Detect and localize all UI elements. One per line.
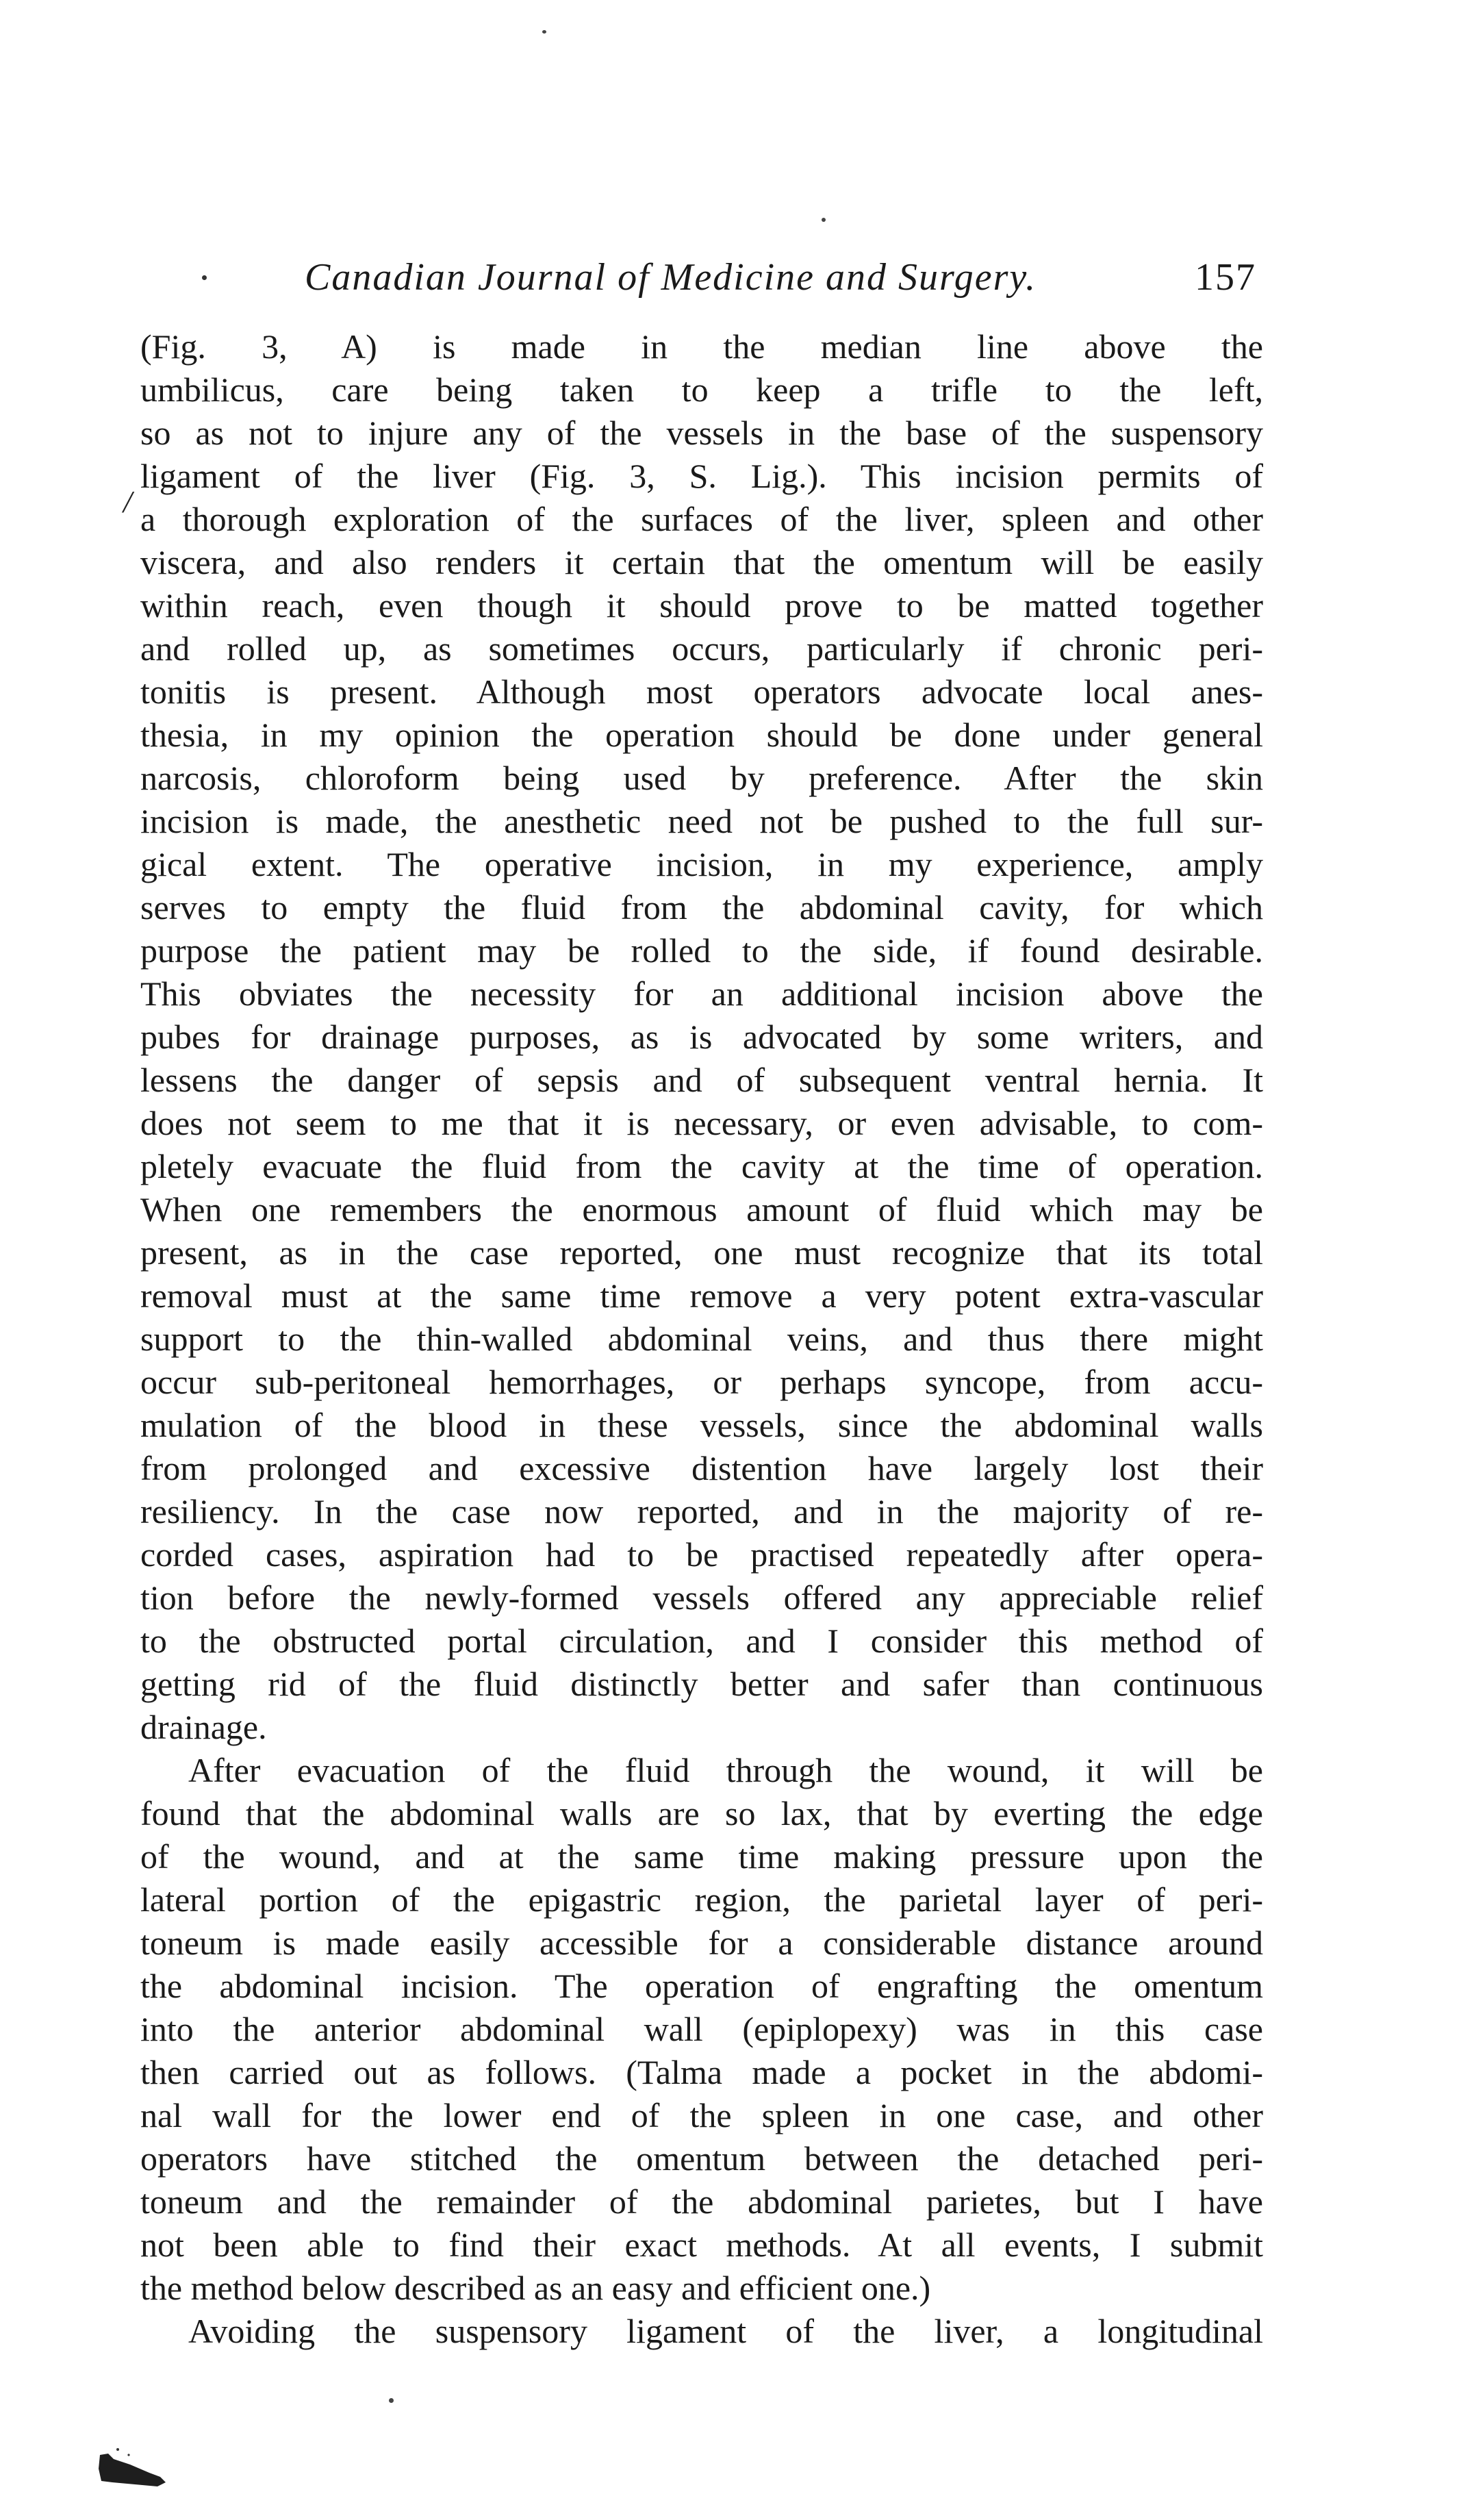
text-line: the abdominal incision. The operation of engrafting the omentum <box>140 1967 1263 2005</box>
text-line: resiliency. In the case now reported, and in the majority of re- <box>140 1492 1263 1530</box>
text-line: to the obstructed portal circulation, and I consider this method of <box>140 1622 1263 1660</box>
scan-speck <box>822 218 826 222</box>
text-line: umbilicus, care being taken to keep a trifle to the left, <box>140 370 1263 409</box>
text-line: found that the abdominal walls are so lax, that by everting the edge <box>140 1794 1263 1832</box>
text-line: ligament of the liver (Fig. 3, S. Lig.). This incision permits of <box>140 457 1263 495</box>
text-line: does not seem to me that it is necessary, or even advisable, to com- <box>140 1104 1263 1142</box>
text-line: When one remembers the enormous amount of fluid which may be <box>140 1190 1263 1228</box>
text-line: of the wound, and at the same time making pressure upon the <box>140 1837 1263 1876</box>
page-number: 157 <box>1195 256 1256 299</box>
text-line: toneum is made easily accessible for a considerable distance around <box>140 1924 1263 1962</box>
scan-blot-mark <box>94 2441 170 2491</box>
paragraph-end-line: drainage. <box>140 1708 267 1746</box>
text-line: purpose the patient may be rolled to the side, if found desirable. <box>140 931 1263 970</box>
text-line: tion before the newly-formed vessels offered any appreciable relief <box>140 1578 1263 1617</box>
text-line: lateral portion of the epigastric region, the parietal layer of peri- <box>140 1880 1263 1919</box>
header-dot <box>202 275 207 280</box>
text-line: mulation of the blood in these vessels, since the abdominal walls <box>140 1406 1263 1444</box>
text-line: incision is made, the anesthetic need not be pushed to the full sur- <box>140 802 1263 840</box>
paragraph-end-line: the method below described as an easy and efficient one.) <box>140 2269 931 2307</box>
text-line: pubes for drainage purposes, as is advocated by some writers, and <box>140 1018 1263 1056</box>
text-line: so as not to injure any of the vessels in the base of the suspensory <box>140 414 1263 452</box>
text-line: removal must at the same time remove a very potent extra-vascular <box>140 1276 1263 1315</box>
text-line: operators have stitched the omentum between the detached peri- <box>140 2139 1263 2178</box>
text-line: tonitis is present. Although most operators advocate local anes- <box>140 672 1263 711</box>
text-line: lessens the danger of sepsis and of subsequent ventral hernia. It <box>140 1061 1263 1099</box>
text-line: This obviates the necessity for an additional incision above the <box>140 974 1263 1013</box>
text-line: corded cases, aspiration had to be practised repeatedly after opera- <box>140 1535 1263 1574</box>
paragraph-first-line: After evacuation of the fluid through the wound, it will be <box>188 1751 1263 1789</box>
text-line: narcosis, chloroform being used by preference. After the skin <box>140 759 1263 797</box>
text-line: then carried out as follows. (Talma made a pocket in the abdomi- <box>140 2053 1263 2091</box>
text-line: nal wall for the lower end of the spleen in one case, and other <box>140 2096 1263 2134</box>
margin-mark: / <box>123 484 132 519</box>
text-line: viscera, and also renders it certain that the omentum will be easily <box>140 543 1263 581</box>
scan-speck <box>542 30 546 34</box>
text-line: pletely evacuate the fluid from the cavity at the time of operation. <box>140 1147 1263 1185</box>
journal-title: Canadian Journal of Medicine and Surgery. <box>305 256 1037 299</box>
text-line: toneum and the remainder of the abdominal parietes, but I have <box>140 2182 1263 2221</box>
text-line: and rolled up, as sometimes occurs, particularly if chronic peri- <box>140 629 1263 668</box>
text-line: occur sub-peritoneal hemorrhages, or perhaps syncope, from accu- <box>140 1363 1263 1401</box>
text-line: (Fig. 3, A) is made in the median line above the <box>140 327 1263 366</box>
text-line: within reach, even though it should prove to be matted together <box>140 586 1263 625</box>
text-line: getting rid of the fluid distinctly better and safer than continuous <box>140 1665 1263 1703</box>
text-line: into the anterior abdominal wall (epiplopexy) was in this case <box>140 2010 1263 2048</box>
text-line: support to the thin-walled abdominal veins, and thus there might <box>140 1320 1263 1358</box>
paragraph-first-line: Avoiding the suspensory ligament of the liver, a longitudinal <box>188 2312 1263 2350</box>
text-line: a thorough exploration of the surfaces of the liver, spleen and other <box>140 500 1263 538</box>
text-line: not been able to find their exact methods. At all events, I submit <box>140 2226 1263 2264</box>
text-line: serves to empty the fluid from the abdominal cavity, for which <box>140 888 1263 927</box>
text-line: gical extent. The operative incision, in my experience, amply <box>140 845 1263 883</box>
text-line: from prolonged and excessive distention have largely lost their <box>140 1449 1263 1487</box>
text-line: present, as in the case reported, one must recognize that its total <box>140 1233 1263 1272</box>
text-line: thesia, in my opinion the operation should be done under general <box>140 716 1263 754</box>
body-text <box>140 325 1263 2353</box>
running-head <box>134 253 1256 301</box>
scan-speck <box>389 2398 394 2403</box>
